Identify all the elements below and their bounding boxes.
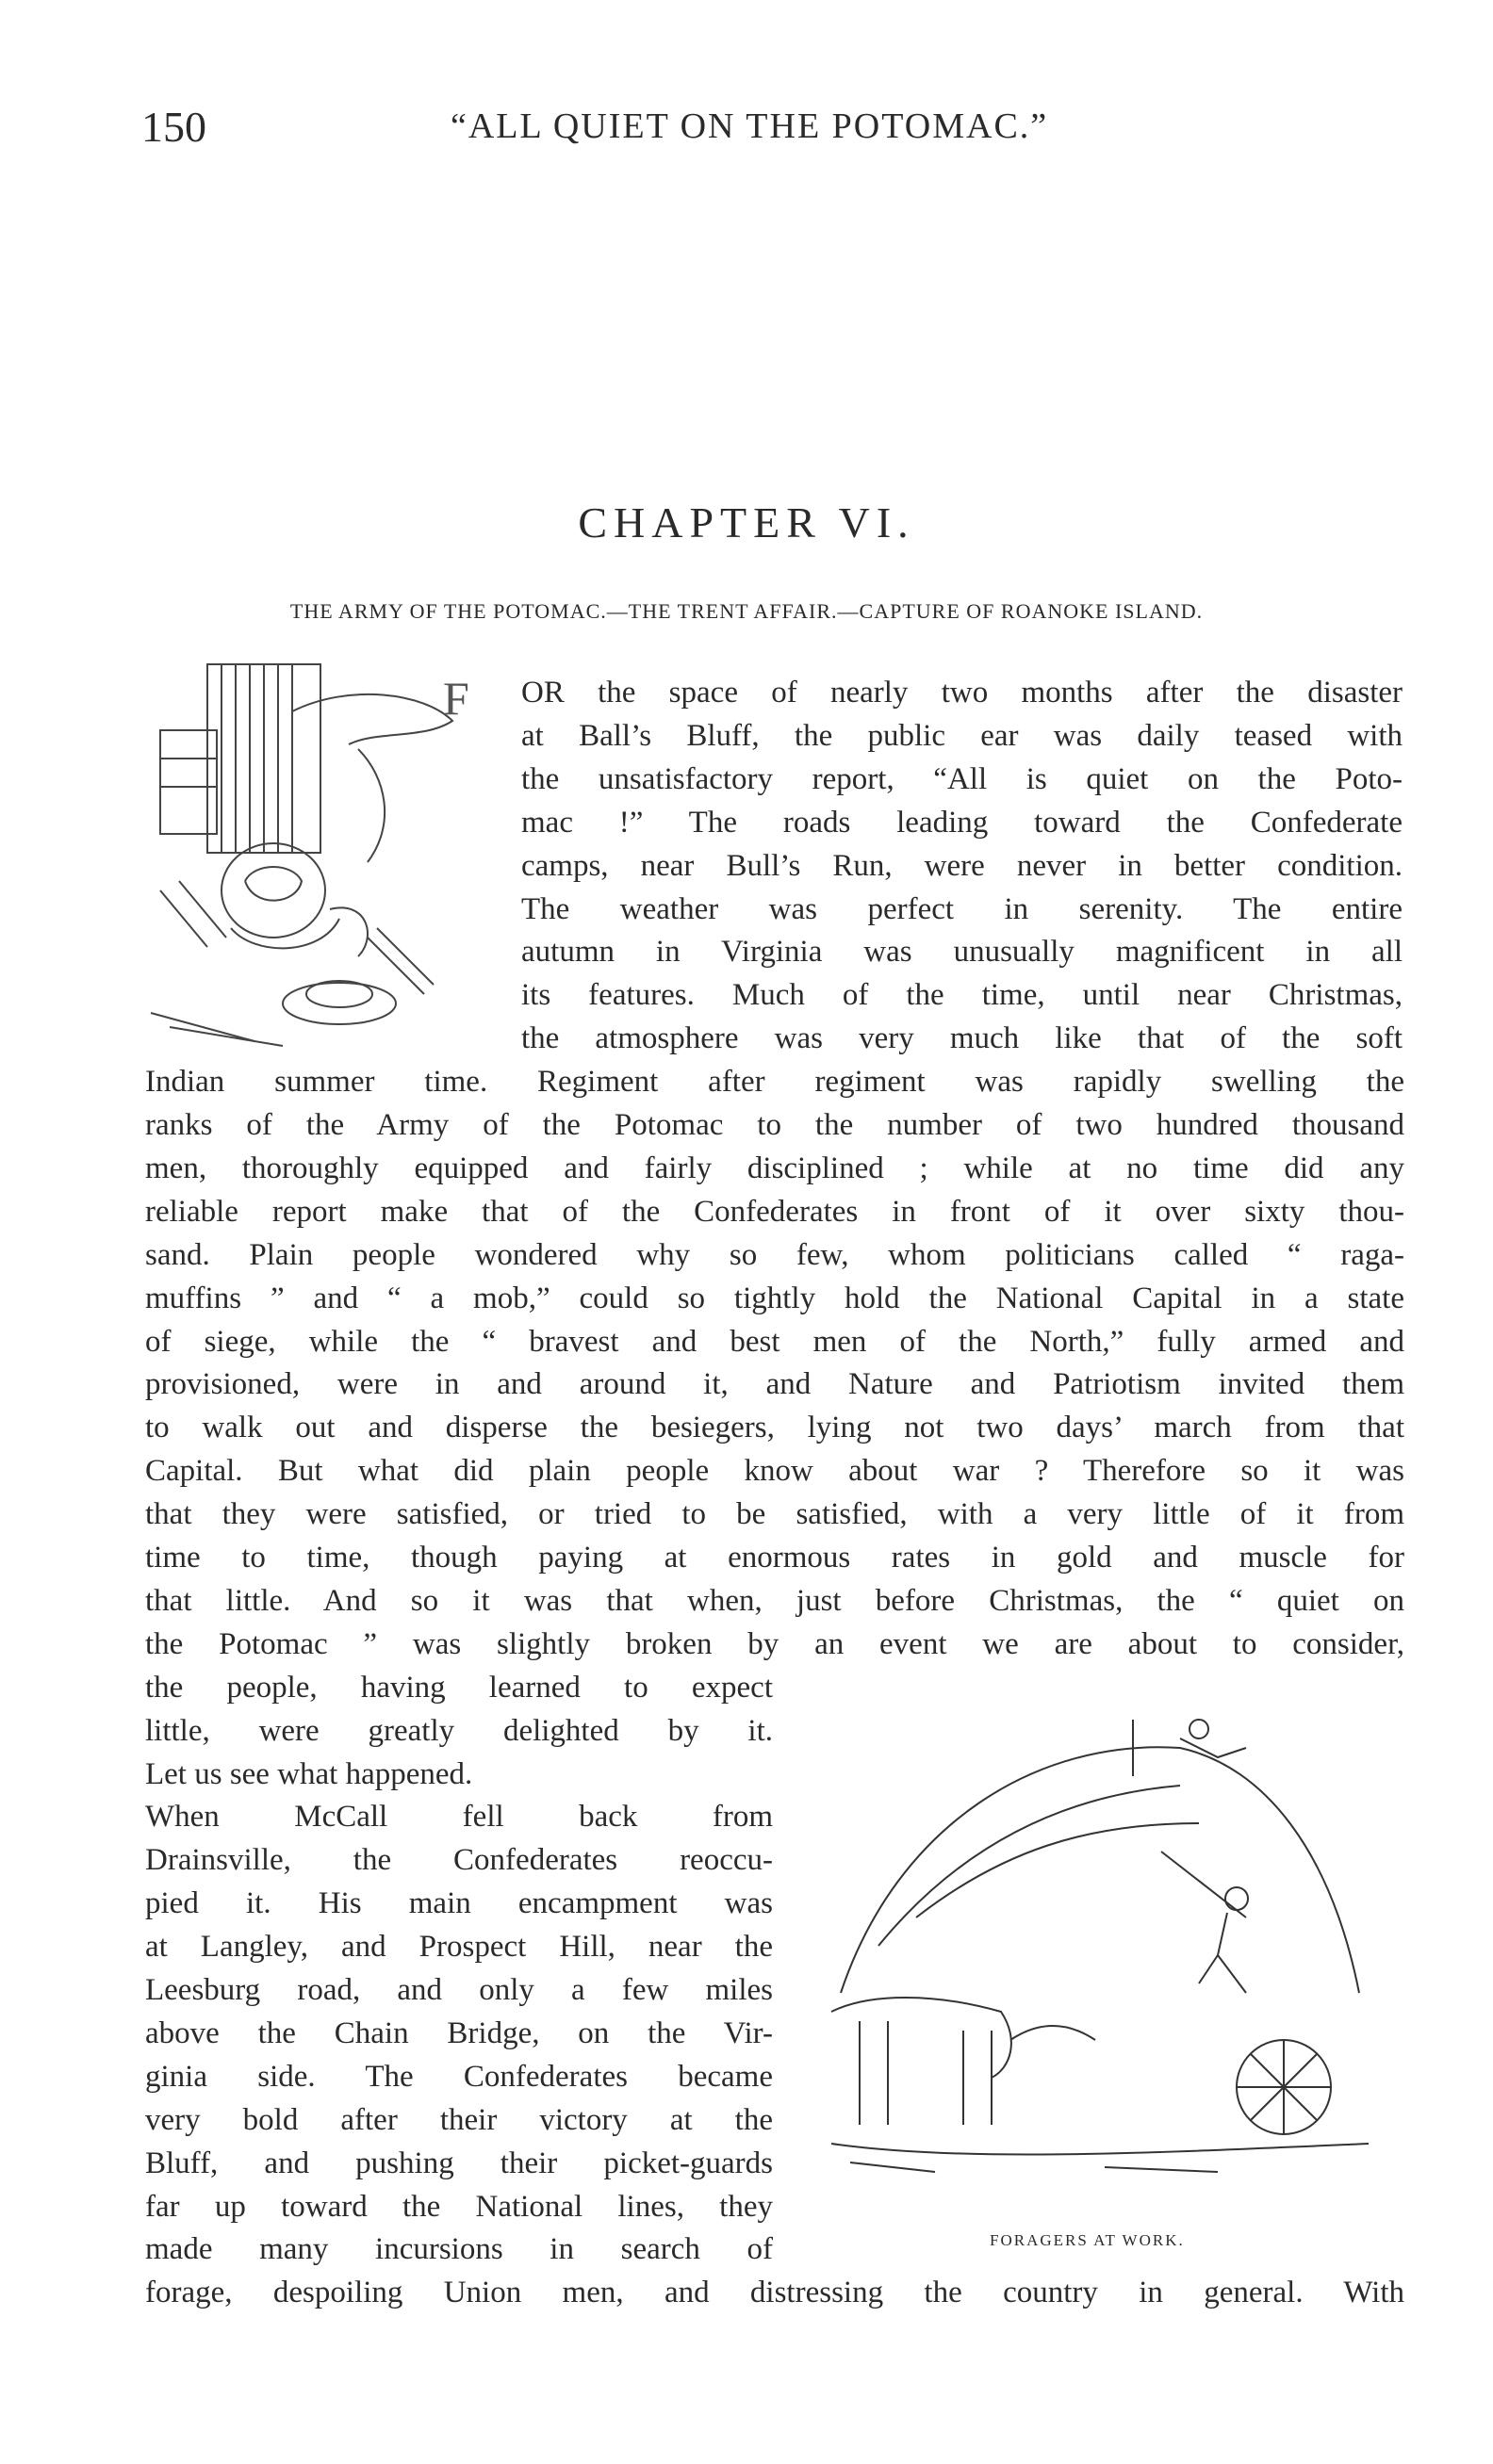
text-line: to walk out and disperse the besiegers, lying not two days’ march from that bbox=[145, 1411, 1404, 1445]
text-line: far up toward the National lines, they bbox=[145, 2189, 773, 2224]
text-line: above the Chain Bridge, on the Vir- bbox=[145, 2015, 773, 2050]
chapter-title: CHAPTER VI. bbox=[578, 498, 915, 547]
text-line: the unsatisfactory report, “All is quiet on the Poto- bbox=[521, 761, 1403, 796]
text-line: ginia side. The Confederates became bbox=[145, 2059, 773, 2094]
text-line: mac !” The roads leading toward the Confederate bbox=[521, 805, 1403, 840]
text-line: of siege, while the “ bravest and best men of the North,” fully armed and bbox=[145, 1324, 1404, 1359]
chapter-subtitle: THE ARMY OF THE POTOMAC.—THE TRENT AFFAIR.—CAPTURE OF ROANOKE ISLAND. bbox=[289, 599, 1204, 623]
text-line: Bluff, and pushing their picket-guards bbox=[145, 2146, 773, 2180]
running-head: “ALL QUIET ON THE POTOMAC.” bbox=[451, 106, 1049, 146]
text-line: the atmosphere was very much like that of the soft bbox=[521, 1021, 1403, 1056]
text-line: Leesburg road, and only a few miles bbox=[145, 1973, 773, 2007]
text-line: When McCall fell back from bbox=[145, 1800, 773, 1835]
text-line: OR the space of nearly two months after the disaster bbox=[521, 676, 1403, 710]
text-line: the Potomac ” was slightly broken by an event we are about to consider, bbox=[145, 1626, 1404, 1661]
drop-cap: F bbox=[443, 672, 469, 725]
text-line: provisioned, were in and around it, and Nature and Patriotism invited them bbox=[145, 1367, 1404, 1402]
page-number: 150 bbox=[141, 103, 206, 151]
text-line: Indian summer time. Regiment after regiment was rapidly swelling the bbox=[145, 1065, 1404, 1100]
text-line: ranks of the Army of the Potomac to the number of two hundred thousand bbox=[145, 1108, 1404, 1142]
text-line: men, thoroughly equipped and fairly disciplined ; while at no time did any bbox=[145, 1150, 1404, 1185]
text-line: made many incursions in search of bbox=[145, 2232, 773, 2267]
text-line: at Langley, and Prospect Hill, near the bbox=[145, 1930, 773, 1965]
text-line: sand. Plain people wondered why so few, whom politicians called “ raga- bbox=[145, 1237, 1404, 1272]
text-line: forage, despoiling Union men, and distressing the country in general. With bbox=[145, 2276, 1404, 2310]
text-line: muffins ” and “ a mob,” could so tightly hold the National Capital in a state bbox=[145, 1281, 1404, 1315]
figure-caption: FORAGERS AT WORK. bbox=[990, 2231, 1185, 2249]
text-line: The weather was perfect in serenity. The entire bbox=[521, 891, 1403, 926]
text-line: pied it. His main encampment was bbox=[145, 1886, 773, 1921]
text-line: that they were satisfied, or tried to be satisfied, with a very little of it from bbox=[145, 1497, 1404, 1532]
foragers-illustration bbox=[822, 1710, 1378, 2200]
text-line: camps, near Bull’s Run, were never in better condition. bbox=[521, 848, 1403, 883]
text-line: little, were greatly delighted by it. bbox=[145, 1713, 773, 1748]
text-line: autumn in Virginia was unusually magnificent in all bbox=[521, 935, 1403, 970]
text-line: Let us see what happened. bbox=[145, 1756, 473, 1791]
text-line: very bold after their victory at the bbox=[145, 2102, 773, 2137]
text-line: at Ball’s Bluff, the public ear was daily teased with bbox=[521, 718, 1403, 753]
text-line: time to time, though paying at enormous rates in gold and muscle for bbox=[145, 1541, 1404, 1575]
text-line: Capital. But what did plain people know about war ? Therefore so it was bbox=[145, 1454, 1404, 1489]
text-line: that little. And so it was that when, just before Christmas, the “ quiet on bbox=[145, 1583, 1404, 1618]
text-line: Drainsville, the Confederates reoccu- bbox=[145, 1843, 773, 1878]
text-line: the people, having learned to expect bbox=[145, 1670, 773, 1705]
text-line: reliable report make that of the Confederates in front of it over sixty thou- bbox=[145, 1194, 1404, 1229]
text-line: its features. Much of the time, until near Christmas, bbox=[521, 978, 1403, 1013]
